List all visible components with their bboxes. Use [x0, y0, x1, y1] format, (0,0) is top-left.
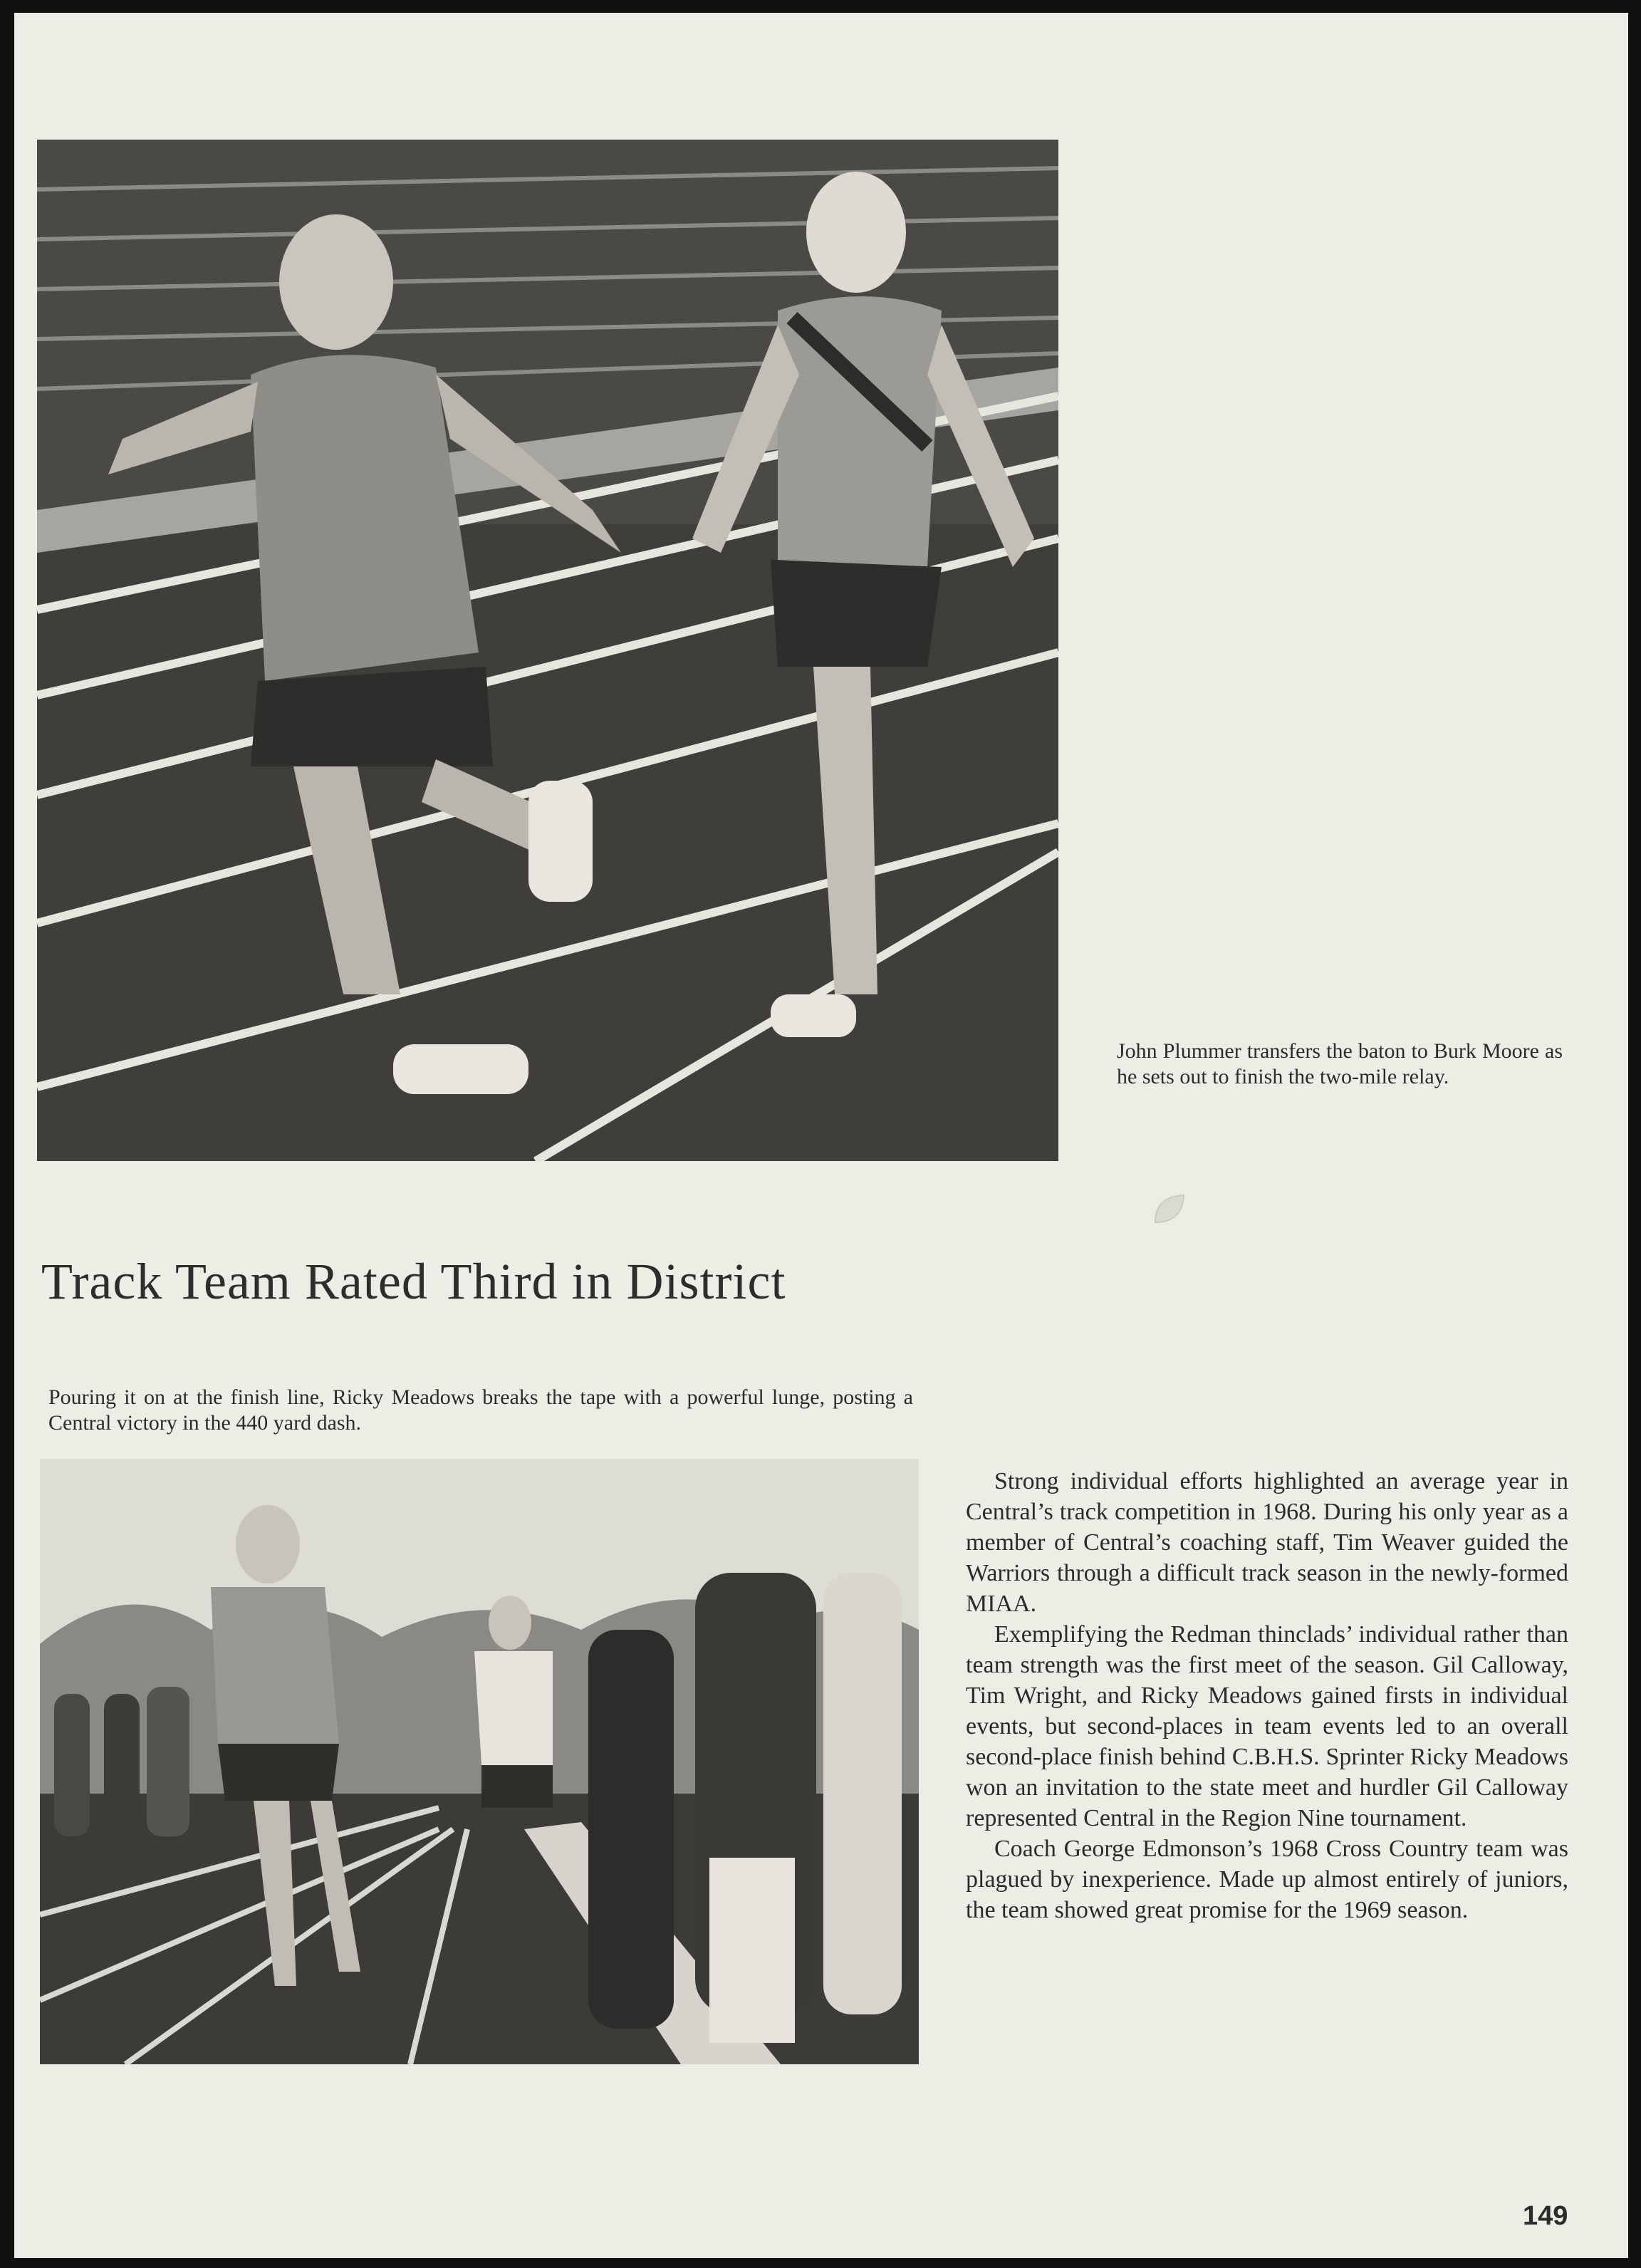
article-paragraph: Strong individual efforts highlighted an average year in Central’s track competition in 1968. During his only year as a member of Central’s coaching staff, Tim Weaver guided the Warriors through a difficult track season in the newly-formed MIAA.: [966, 1468, 1568, 1617]
relay-baton-photo: [37, 140, 1058, 1161]
article-body: [966, 1466, 1568, 1925]
finish-line-photo: [40, 1459, 919, 2064]
finish-photo-caption: Pouring it on at the finish line, Ricky Meadows breaks the tape with a powerful lunge, posting a Central victory in the 440 yard dash.: [48, 1385, 913, 1435]
page-number: 149: [1523, 2201, 1568, 2231]
page-headline: Track Team Rated Third in District: [41, 1253, 786, 1310]
relay-photo-caption: John Plummer transfers the baton to Burk Moore as he sets out to finish the two-mile relay.: [1117, 1039, 1563, 1088]
article-paragraph: Exemplifying the Redman thinclads’ individual rather than team strength was the first meet of the season. Gil Calloway, Tim Wright, and Ricky Meadows gained firsts in individual events, but second-places in team events led to an overall second-place finish behind C.B.H.S. Sprinter Ricky Meadows won an invitation to the state meet and hurdler Gil Calloway represented Central in the Region Nine tournament.: [966, 1621, 1568, 1831]
yearbook-page: [14, 13, 1628, 2258]
article-paragraph: Coach George Edmonson’s 1968 Cross Country team was plagued by inexperience. Made up almost entirely of juniors, the team showed great promise for the 1969 season.: [966, 1836, 1568, 1923]
leaf-mark-icon: [1151, 1191, 1188, 1228]
